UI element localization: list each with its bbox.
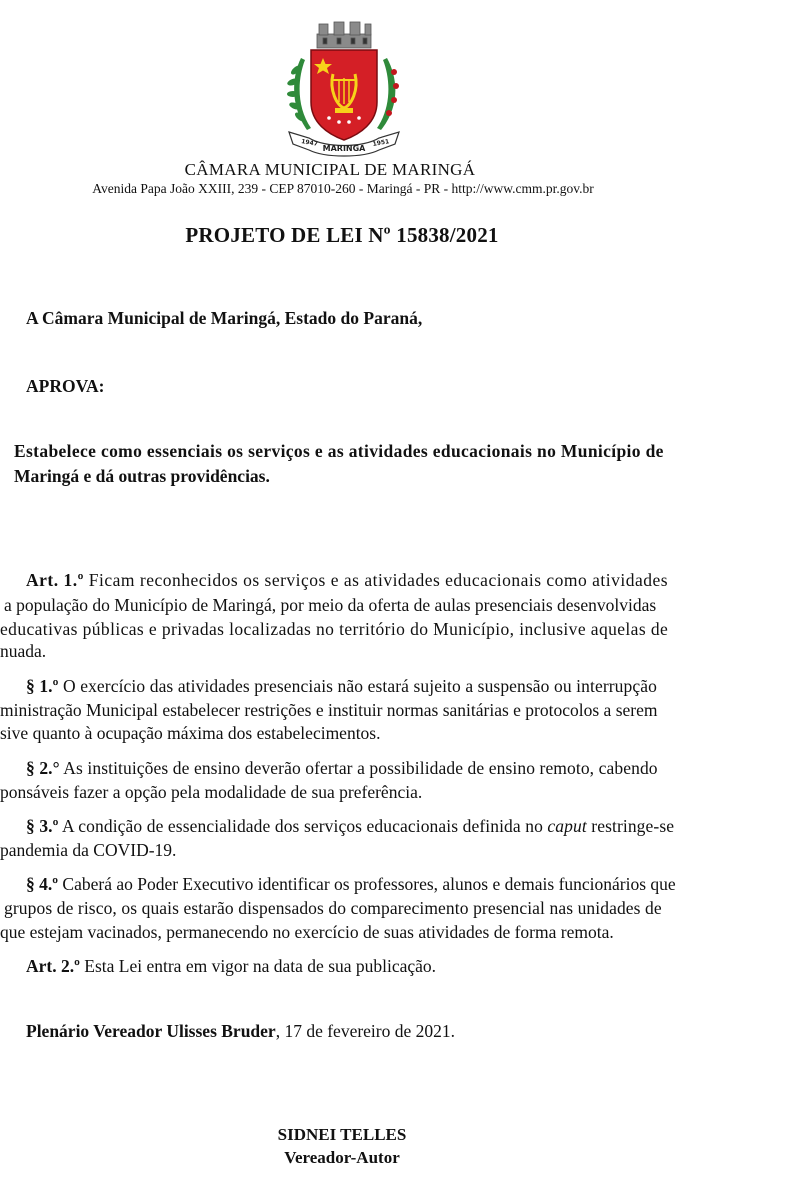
art1-label: Art. 1.º xyxy=(26,570,84,590)
art1-text-1: Ficam reconhecidos os serviços e as atividades educacionais como atividades xyxy=(83,570,669,590)
address-line: Avenida Papa João XXIII, 239 - CEP 87010-260 - Maringá - PR - http://www.cmm.pr.gov.br xyxy=(92,181,594,196)
laurel-left xyxy=(286,58,311,130)
closing-line xyxy=(26,1021,455,1042)
art1-line-3: educativas públicas e privadas localizadas no território do Município, inclusive aquelas de xyxy=(0,619,669,639)
par3-caput: caput xyxy=(547,816,587,836)
approves-heading: APROVA: xyxy=(26,376,105,396)
par2-text-1: As instituições de ensino deverão ofertar a possibilidade de ensino remoto, cabendo xyxy=(59,758,658,778)
par4-label: § 4.º xyxy=(26,874,59,894)
par2-line-1 xyxy=(26,758,658,779)
svg-text:1947: 1947 xyxy=(300,138,319,148)
par1-line-1 xyxy=(26,676,657,697)
par3-label: § 3.º xyxy=(26,816,59,836)
par3-text-post: restringe-se xyxy=(586,816,675,836)
coat-of-arms-icon xyxy=(283,18,405,158)
art1-line-2: a população do Município de Maringá, por meio da oferta de aulas presenciais desenvolvidas xyxy=(4,595,657,615)
preamble: A Câmara Municipal de Maringá, Estado do Paraná, xyxy=(26,308,423,328)
svg-text:1951: 1951 xyxy=(372,138,390,148)
closing-date: , 17 de fevereiro de 2021. xyxy=(275,1021,456,1041)
par1-text-1: O exercício das atividades presenciais não estará sujeito a suspensão ou interrupção xyxy=(58,676,657,696)
signer-role: Vereador-Autor xyxy=(284,1148,400,1167)
par3-line-2: pandemia da COVID-19. xyxy=(0,840,177,860)
par3-text-pre: A condição de essencialidade dos serviços educacionais definida no xyxy=(58,816,548,836)
par1-line-3: sive quanto à ocupação máxima dos estabelecimentos. xyxy=(0,723,381,743)
closing-place: Plenário Vereador Ulisses Bruder xyxy=(26,1021,276,1041)
par4-line-1 xyxy=(26,874,676,895)
mural-crown xyxy=(317,22,371,48)
org-name: CÂMARA MUNICIPAL DE MARINGÁ xyxy=(184,160,476,179)
art2-text: Esta Lei entra em vigor na data de sua publicação. xyxy=(79,956,437,976)
par1-line-2: ministração Municipal estabelecer restrições e instituir normas sanitárias e protocolos a serem xyxy=(0,700,658,720)
art1-line-1 xyxy=(0,570,800,591)
art1-line-4: nuada. xyxy=(0,641,47,661)
par4-line-3: que estejam vacinados, permanecendo no exercício de suas atividades de forma remota. xyxy=(0,922,614,942)
par2-label: § 2.° xyxy=(26,758,60,778)
par4-text-1: Caberá ao Poder Executivo identificar os professores, alunos e demais funcionários que xyxy=(58,874,676,894)
document-title: PROJETO DE LEI Nº 15838/2021 xyxy=(185,223,499,247)
art2-label: Art. 2.º xyxy=(26,956,80,976)
art2-line xyxy=(26,956,436,977)
svg-text:MARINGÁ: MARINGÁ xyxy=(322,144,366,153)
summary-line-1: Estabelece como essenciais os serviços e as atividades educacionais no Município de xyxy=(14,441,664,461)
par4-line-2: grupos de risco, os quais estarão dispensados do comparecimento presencial nas unidades de xyxy=(4,898,662,918)
coffee-branch-right xyxy=(377,58,399,130)
par1-label: § 1.º xyxy=(26,676,59,696)
par3-line-1 xyxy=(26,816,674,837)
summary-line-2: Maringá e dá outras providências. xyxy=(14,466,270,486)
par2-line-2: ponsáveis fazer a opção pela modalidade de sua preferência. xyxy=(0,782,423,802)
signer-name: SIDNEI TELLES xyxy=(277,1125,407,1144)
